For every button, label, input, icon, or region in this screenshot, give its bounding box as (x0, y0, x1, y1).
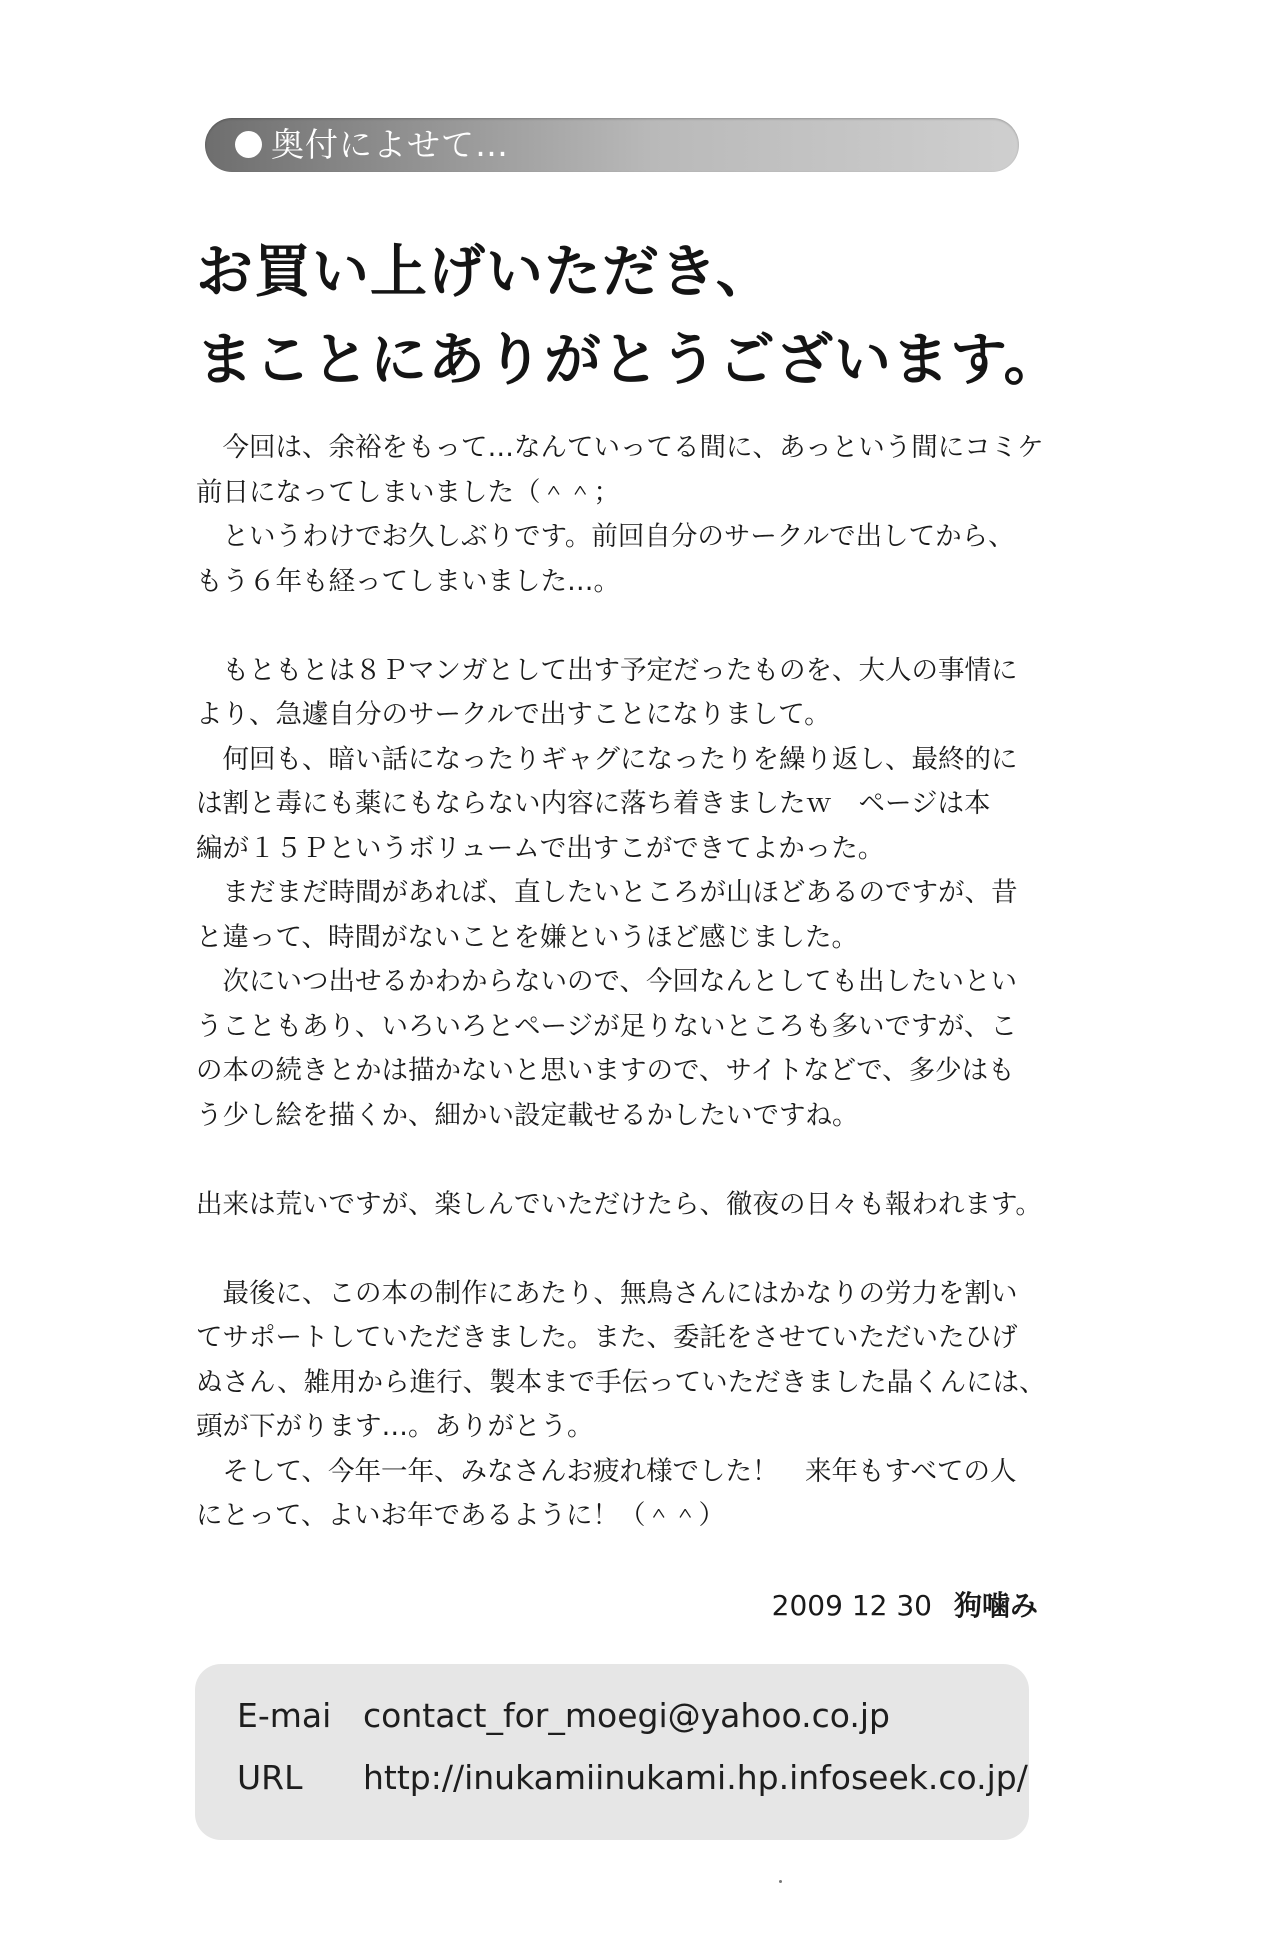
body-line: そして、今年一年、みなさんお疲れ様でした！ 来年もすべての人 (196, 1455, 1017, 1487)
body-line: うこともあり、いろいろとページが足りないところも多いですが、こ (196, 1010, 1017, 1042)
contact-box (195, 1664, 1029, 1840)
email-address[interactable]: contact_for_moegi@yahoo.co.jp (363, 1696, 890, 1735)
paragraph-gap (196, 1227, 1036, 1272)
paragraph-gap (196, 604, 1036, 649)
section-title: 奥付によせて… (271, 125, 509, 164)
body-line: ぬさん、雑用から進行、製本まで手伝っていただきました晶くんには、 (196, 1366, 1046, 1398)
body-line: 最後に、この本の制作にあたり、無鳥さんにはかなりの労力を割い (196, 1277, 1018, 1309)
email-label: E-mai (237, 1696, 332, 1735)
body-line: と違って、時間がないことを嫌というほど感じました。 (196, 921, 858, 953)
body-line: にとって、よいお年であるように！（＾＾） (196, 1500, 725, 1531)
body-line: まだまだ時間があれば、直したいところが山ほどあるのですが、昔 (196, 877, 1018, 908)
body-line: もともとは８Ｐマンガとして出す予定だったものを、大人の事情に (196, 654, 1018, 686)
url-label: URL (237, 1758, 303, 1797)
bullet-dot-icon (235, 131, 262, 158)
headline (196, 228, 1076, 404)
signature-name: 狗噛み (953, 1589, 1038, 1622)
print-speck (779, 1880, 782, 1883)
body-line: というわけでお久しぶりです。前回自分のサークルで出してから、 (196, 521, 1015, 552)
contact-email-row (237, 1694, 890, 1738)
paragraph-gap (196, 1138, 1036, 1183)
body-line: てサポートしていただきました。また、委託をさせていただいたひげ (196, 1322, 1018, 1353)
body-line: 編が１５Ｐというボリュームで出すこができてよかった。 (196, 832, 885, 864)
body-line: 今回は、余裕をもって…なんていってる間に、あっという間にコミケ (196, 432, 1044, 463)
body-line: 出来は荒いですが、楽しんでいただけたら、徹夜の日々も報われます。 (196, 1188, 1042, 1220)
section-banner (205, 118, 1019, 172)
body-line: の本の続きとかは描かないと思いますので、サイトなどで、多少はも (196, 1055, 1015, 1086)
body-line: 前日になってしまいました（＾＾； (196, 476, 620, 508)
body-line: もう６年も経ってしまいました…。 (196, 565, 620, 597)
body-line: 次にいつ出せるかわからないので、今回なんとしても出したいとい (196, 966, 1017, 997)
body-line: 頭が下がります…。ありがとう。 (196, 1411, 594, 1442)
signature (738, 1586, 1038, 1626)
contact-url-row (237, 1756, 1028, 1800)
body-text (196, 426, 1046, 1539)
body-line: う少し絵を描くか、細かい設定載せるかしたいですね。 (196, 1099, 859, 1131)
headline-line-1: お買い上げいただき、 (196, 239, 774, 305)
body-line: は割と毒にも薬にもならない内容に落ち着きましたｗ ページは本 (196, 788, 991, 819)
website-url[interactable]: http://inukamiinukami.hp.infoseek.co.jp/ (363, 1758, 1028, 1797)
signature-date: 2009 12 30 (771, 1589, 932, 1622)
body-line: より、急遽自分のサークルで出すことになりまして。 (196, 699, 831, 730)
headline-line-2: まことにありがとうございます。 (196, 327, 1062, 393)
body-line: 何回も、暗い話になったりギャグになったりを繰り返し、最終的に (196, 743, 1018, 775)
